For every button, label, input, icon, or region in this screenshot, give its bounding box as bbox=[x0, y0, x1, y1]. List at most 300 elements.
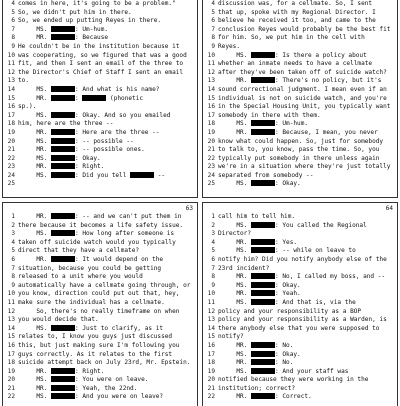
line-number: 13 bbox=[207, 77, 215, 85]
transcript-line bbox=[3, 239, 197, 248]
redaction-block bbox=[51, 26, 75, 32]
line-number: 19 bbox=[7, 367, 15, 375]
line-text: conclusion Reyes would probably be the best fit bbox=[218, 25, 391, 33]
transcript-line bbox=[203, 290, 397, 299]
transcript-line bbox=[203, 342, 397, 351]
transcript-line bbox=[3, 34, 197, 43]
line-number: 24 bbox=[7, 171, 15, 179]
line-text: this, but just making sure I'm following you bbox=[18, 341, 180, 349]
transcript-line bbox=[3, 282, 197, 291]
transcript-line bbox=[3, 299, 197, 308]
redaction-block bbox=[51, 385, 75, 391]
transcript-line bbox=[3, 52, 197, 61]
line-number: 6 bbox=[211, 17, 215, 25]
line-text: call him to tell him. bbox=[218, 213, 296, 220]
line-text: : Right. bbox=[75, 163, 105, 171]
line-number: 16 bbox=[7, 103, 15, 111]
transcript-line bbox=[3, 351, 197, 360]
line-number: 15 bbox=[7, 94, 15, 102]
line-number: 22 bbox=[207, 154, 215, 162]
transcript-line bbox=[3, 325, 197, 334]
line-text: : Just to clarify, as it bbox=[75, 324, 164, 332]
line-text: for him. So, we put him in the cell with bbox=[218, 34, 365, 42]
transcript-line bbox=[203, 265, 397, 274]
redaction-block bbox=[51, 213, 75, 219]
line-number: 8 bbox=[211, 34, 215, 42]
line-number: 9 bbox=[211, 42, 215, 50]
transcript-line bbox=[203, 180, 397, 189]
line-text: So, we ended up putting Reyes in there. bbox=[18, 17, 162, 25]
line-number: 14 bbox=[7, 324, 15, 332]
line-text: MS. bbox=[218, 120, 252, 128]
transcript-line bbox=[3, 213, 197, 222]
line-text: : Right. bbox=[75, 367, 105, 375]
redaction-block bbox=[51, 138, 75, 144]
line-text: notify him? Did you notify anybody else of the bbox=[218, 255, 387, 263]
line-text: : Um-hum. bbox=[275, 120, 309, 128]
line-number: 4 bbox=[11, 0, 15, 7]
line-text: : No, I called my boss, and -- bbox=[275, 273, 386, 281]
line-text: : Okay. bbox=[275, 350, 301, 358]
line-number: 13 bbox=[7, 316, 15, 324]
line-number: 19 bbox=[207, 128, 215, 136]
line-text: So, there's no really timeframe on when bbox=[18, 307, 180, 315]
line-number: 4 bbox=[211, 0, 215, 7]
line-text: : Because bbox=[75, 34, 109, 42]
transcript-line bbox=[203, 393, 397, 402]
line-text: MS. bbox=[18, 171, 52, 179]
transcript-line bbox=[203, 129, 397, 138]
line-text: policy and your responsibility as a Warden, is bbox=[218, 316, 387, 324]
line-number: 13 bbox=[207, 316, 215, 324]
line-text: MR. bbox=[18, 384, 52, 392]
transcript-line bbox=[3, 138, 197, 147]
line-number: 12 bbox=[7, 307, 15, 315]
line-text: : You called the Regional bbox=[275, 221, 367, 229]
line-text: comes in here, it's going to be a problem." bbox=[18, 0, 176, 7]
line-number: 21 bbox=[207, 384, 215, 392]
line-text: : Here are the three -- bbox=[75, 128, 160, 136]
transcript-line bbox=[203, 86, 397, 95]
line-text: notified because they were working in the bbox=[218, 376, 369, 384]
redaction-block bbox=[251, 393, 275, 399]
line-number: 13 bbox=[7, 77, 15, 85]
line-text: MR. bbox=[218, 238, 252, 246]
line-text: there anybody else that you were supposed to bbox=[218, 324, 380, 332]
line-text: : And you were on leave? bbox=[75, 393, 164, 401]
transcript-lines bbox=[203, 213, 397, 402]
transcript-line bbox=[3, 342, 197, 351]
redaction-block bbox=[51, 172, 75, 178]
redaction-block bbox=[51, 34, 75, 40]
line-number: 5 bbox=[211, 247, 215, 255]
line-number: 14 bbox=[7, 85, 15, 93]
transcript-line bbox=[203, 282, 397, 291]
redaction-block bbox=[51, 155, 75, 161]
transcript-line bbox=[3, 77, 197, 86]
redaction-block bbox=[251, 273, 275, 279]
redaction-block bbox=[51, 112, 75, 118]
line-number: 25 bbox=[207, 180, 215, 188]
line-number: 18 bbox=[7, 120, 15, 128]
line-number: 6 bbox=[11, 17, 15, 25]
redaction-block bbox=[251, 239, 275, 245]
line-text: : Okay. bbox=[275, 180, 301, 188]
line-text: MR. bbox=[18, 367, 52, 375]
line-text: : -- and we can't put them in bbox=[75, 213, 182, 220]
line-text: policy and your responsibility as a BOP bbox=[218, 307, 362, 315]
line-text: : Is there a policy about bbox=[275, 51, 367, 59]
transcript-lines bbox=[203, 0, 397, 189]
line-number: 12 bbox=[207, 307, 215, 315]
line-text: : -- possible -- bbox=[75, 137, 134, 145]
transcript-line bbox=[203, 256, 397, 265]
line-text: to talk to, you know, pass the time. So, you bbox=[218, 146, 380, 154]
line-text: (phonetic bbox=[106, 94, 144, 102]
line-text: MR. bbox=[18, 94, 52, 102]
line-text: MR. bbox=[218, 341, 252, 349]
line-text: taken off suicide watch would you typically bbox=[18, 238, 176, 246]
line-text: notify? bbox=[218, 333, 244, 341]
transcript-line bbox=[3, 163, 197, 172]
line-text: MR. bbox=[218, 77, 252, 85]
line-number: 7 bbox=[11, 25, 15, 33]
line-text: : There's no policy, but it's bbox=[275, 77, 382, 85]
redaction-block bbox=[251, 290, 275, 296]
line-number: 18 bbox=[7, 359, 15, 367]
line-text: individual is not on suicide watch, and you're bbox=[218, 94, 387, 102]
line-text: : Um-hum. bbox=[75, 25, 109, 33]
redaction-block bbox=[251, 180, 275, 186]
transcript-line bbox=[3, 103, 197, 112]
redaction-block bbox=[251, 282, 275, 288]
line-text: MS. bbox=[218, 281, 252, 289]
transcript-line bbox=[3, 393, 197, 402]
line-number: 21 bbox=[207, 146, 215, 154]
redaction-block bbox=[51, 86, 75, 92]
redaction-block bbox=[130, 172, 154, 178]
line-text: discussion was, for a cellmate. So, I sent bbox=[218, 0, 373, 7]
line-number: 19 bbox=[207, 367, 215, 375]
transcript-line bbox=[3, 120, 197, 129]
line-number: 2 bbox=[11, 221, 15, 229]
redaction-block bbox=[51, 163, 75, 169]
line-text: MS. bbox=[18, 324, 52, 332]
redaction-block bbox=[251, 247, 275, 253]
line-text: released to a unit where you would bbox=[18, 273, 143, 281]
line-text: there because it becomes a life safety issue. bbox=[18, 221, 184, 229]
transcript-page-bottom-left bbox=[2, 202, 198, 406]
transcript-line bbox=[3, 359, 197, 368]
line-text: sp.). bbox=[18, 103, 37, 111]
transcript-line bbox=[3, 86, 197, 95]
line-number: 18 bbox=[207, 120, 215, 128]
line-number: 7 bbox=[211, 264, 215, 272]
line-text: automatically have a cellmate going through, or bbox=[18, 281, 191, 289]
transcript-line bbox=[3, 146, 197, 155]
line-text: He couldn't be in the institution because it bbox=[18, 42, 180, 50]
redaction-block bbox=[251, 222, 275, 228]
transcript-line bbox=[203, 146, 397, 155]
line-text: after they've been taken off of suicide watch? bbox=[218, 68, 387, 76]
line-number: 16 bbox=[207, 103, 215, 111]
line-text: MS. bbox=[218, 51, 252, 59]
line-text: MS. bbox=[218, 221, 252, 229]
line-number: 16 bbox=[207, 341, 215, 349]
line-text: MR. bbox=[18, 213, 52, 220]
line-text: MS. bbox=[18, 25, 52, 33]
redaction-block bbox=[51, 393, 75, 399]
line-text: somebody in there with them. bbox=[218, 111, 321, 119]
line-text: to. bbox=[18, 77, 30, 85]
transcript-line bbox=[203, 222, 397, 231]
line-text: : And that is, via the bbox=[275, 298, 356, 306]
transcript-line bbox=[3, 333, 197, 342]
line-number: 23 bbox=[207, 163, 215, 171]
line-text: : -- possible ones. bbox=[75, 146, 145, 154]
line-number: 7 bbox=[211, 25, 215, 33]
line-number: 6 bbox=[211, 255, 215, 263]
transcript-line bbox=[203, 172, 397, 181]
transcript-line bbox=[203, 213, 397, 222]
transcript-line bbox=[203, 43, 397, 52]
transcript-line bbox=[203, 77, 397, 86]
line-number: 20 bbox=[7, 137, 15, 145]
line-text: MR. bbox=[18, 146, 52, 154]
redaction-block bbox=[251, 351, 275, 357]
line-text: the Director's Chief of Staff I sent an email bbox=[18, 68, 184, 76]
line-number: 11 bbox=[7, 298, 15, 306]
transcript-page-bottom-right bbox=[202, 202, 398, 406]
line-number: 20 bbox=[7, 376, 15, 384]
line-number: 22 bbox=[7, 393, 15, 401]
line-text: suicide attempt back on July 23rd, Mr. Epstein. bbox=[18, 359, 191, 367]
line-number: 14 bbox=[207, 85, 215, 93]
line-text: believe he received it too, and came to the bbox=[218, 17, 376, 25]
line-number: 9 bbox=[11, 42, 15, 50]
redaction-block bbox=[251, 368, 275, 374]
redaction-block bbox=[251, 342, 275, 348]
line-text: guys correctly. As it relates to the first bbox=[18, 350, 173, 358]
line-number: 18 bbox=[207, 359, 215, 367]
line-text: MS. bbox=[18, 137, 52, 145]
line-text: : Did you tell bbox=[75, 171, 131, 179]
line-text: MR. bbox=[18, 255, 52, 263]
line-text: that up, spoke with my Regional Director. I bbox=[218, 8, 376, 16]
line-text: him, here are the three -- bbox=[18, 120, 114, 128]
line-text: : Okay. bbox=[275, 281, 301, 289]
line-number: 15 bbox=[207, 333, 215, 341]
transcript-line bbox=[203, 308, 397, 317]
line-text: : And what is his name? bbox=[75, 85, 160, 93]
transcript-line bbox=[3, 95, 197, 104]
transcript-line bbox=[203, 376, 397, 385]
redaction-block bbox=[51, 368, 75, 374]
transcript-line bbox=[3, 256, 197, 265]
line-text: : No. bbox=[275, 359, 294, 367]
line-number: 10 bbox=[7, 51, 15, 59]
transcript-line bbox=[203, 333, 397, 342]
line-text: MS. bbox=[18, 85, 52, 93]
line-number: 4 bbox=[211, 238, 215, 246]
line-text: situation, because you could be getting bbox=[18, 264, 162, 272]
line-text: direct that they have a cellmate? bbox=[18, 247, 140, 255]
transcript-line bbox=[203, 60, 397, 69]
line-text: : Yes. bbox=[275, 238, 298, 246]
line-text: sound correctional judgment. I mean even if an bbox=[218, 85, 387, 93]
line-number: 3 bbox=[211, 230, 215, 238]
redaction-block bbox=[51, 325, 75, 331]
transcript-line bbox=[203, 239, 397, 248]
line-text: : bbox=[75, 94, 83, 102]
transcript-line bbox=[3, 265, 197, 274]
transcript-line bbox=[203, 69, 397, 78]
line-text: typically put somebody in there unless again bbox=[218, 154, 380, 162]
transcript-line bbox=[203, 325, 397, 334]
line-text: : And your staff was bbox=[275, 367, 349, 375]
line-text: MS. bbox=[18, 376, 52, 384]
redaction-block bbox=[51, 230, 75, 236]
line-text: Director? bbox=[218, 230, 252, 238]
line-text: MR. bbox=[218, 290, 252, 298]
transcript-line bbox=[203, 351, 397, 360]
line-text: Reyes. bbox=[218, 42, 241, 50]
line-text: : Yeah. bbox=[275, 290, 301, 298]
line-text: : No. bbox=[275, 341, 294, 349]
transcript-line bbox=[203, 52, 397, 61]
transcript-line bbox=[203, 163, 397, 172]
transcript-line bbox=[3, 69, 197, 78]
line-number: 11 bbox=[7, 60, 15, 68]
line-text: you would decide that. bbox=[18, 316, 99, 324]
transcript-line bbox=[3, 376, 197, 385]
transcript-line bbox=[3, 26, 197, 35]
line-number: 22 bbox=[7, 154, 15, 162]
line-text: : Okay. bbox=[75, 154, 101, 162]
line-text: MS. bbox=[218, 350, 252, 358]
line-text: 23rd incident? bbox=[218, 264, 270, 272]
transcript-line bbox=[203, 368, 397, 377]
line-text: : Okay. And so you emailed bbox=[75, 111, 171, 119]
page-number: 64 bbox=[385, 205, 393, 212]
redaction-block bbox=[251, 120, 275, 126]
line-number: 10 bbox=[7, 290, 15, 298]
line-number: 6 bbox=[11, 255, 15, 263]
line-text: in the Special Housing Unit, you typically want bbox=[218, 103, 391, 111]
line-text: know what could happen. So, just for somebody bbox=[218, 137, 384, 145]
line-text: make sure the individual has a cellmate. bbox=[18, 298, 165, 306]
transcript-line bbox=[3, 273, 197, 282]
line-number: 17 bbox=[207, 350, 215, 358]
line-text: MR. bbox=[218, 393, 252, 401]
line-number: 1 bbox=[211, 213, 215, 220]
transcript-line bbox=[203, 112, 397, 121]
redaction-block bbox=[251, 299, 275, 305]
redaction-block bbox=[51, 376, 75, 382]
transcript-line bbox=[3, 230, 197, 239]
transcript-line bbox=[203, 273, 397, 282]
transcript-line bbox=[3, 9, 197, 18]
line-number: 17 bbox=[207, 111, 215, 119]
line-text: MS. bbox=[18, 111, 52, 119]
line-number: 8 bbox=[11, 273, 15, 281]
line-text: : You were on leave. bbox=[75, 376, 149, 384]
transcript-line bbox=[203, 17, 397, 26]
redaction-block bbox=[51, 95, 75, 101]
transcript-line bbox=[203, 230, 397, 239]
line-text: MS. bbox=[218, 247, 252, 255]
line-text: : Correct. bbox=[275, 393, 312, 401]
line-text: : How long after someone is bbox=[75, 230, 175, 238]
redaction-block bbox=[51, 146, 75, 152]
transcript-line bbox=[3, 368, 197, 377]
line-number: 21 bbox=[7, 146, 15, 154]
line-number: 10 bbox=[207, 51, 215, 59]
line-number: 11 bbox=[207, 298, 215, 306]
line-number: 9 bbox=[11, 281, 15, 289]
transcript-line bbox=[203, 34, 397, 43]
transcript-line bbox=[203, 103, 397, 112]
line-text: MR. bbox=[218, 128, 252, 136]
line-number: 8 bbox=[11, 34, 15, 42]
transcript-line bbox=[3, 222, 197, 231]
transcript-line bbox=[3, 172, 197, 181]
transcript-line bbox=[203, 316, 397, 325]
line-number: 10 bbox=[207, 290, 215, 298]
line-number: 9 bbox=[211, 281, 215, 289]
transcript-line bbox=[203, 138, 397, 147]
line-text: relates to, I know you guys just discussed bbox=[18, 333, 173, 341]
line-number: 17 bbox=[7, 350, 15, 358]
line-text: MS. bbox=[18, 230, 52, 238]
line-number: 22 bbox=[207, 393, 215, 401]
transcript-line bbox=[203, 385, 397, 394]
transcript-line bbox=[203, 95, 397, 104]
line-text: institution; correct? bbox=[218, 384, 296, 392]
line-text: MS. bbox=[218, 367, 252, 375]
line-text: MR. bbox=[218, 273, 252, 281]
line-text: fit, and then I sent an email of the three to bbox=[18, 60, 184, 68]
line-number: 15 bbox=[207, 94, 215, 102]
line-number: 25 bbox=[7, 180, 15, 188]
transcript-line bbox=[203, 155, 397, 164]
redaction-block bbox=[51, 129, 75, 135]
line-number: 24 bbox=[207, 171, 215, 179]
line-number: 5 bbox=[11, 247, 15, 255]
line-text: MR. bbox=[18, 34, 52, 42]
transcript-line bbox=[3, 180, 197, 189]
transcript-line bbox=[3, 247, 197, 256]
line-text: : It would depend on the bbox=[75, 255, 164, 263]
line-number: 15 bbox=[7, 333, 15, 341]
line-number: 7 bbox=[11, 264, 15, 272]
redaction-block bbox=[251, 129, 275, 135]
transcript-line bbox=[203, 299, 397, 308]
line-number: 3 bbox=[11, 230, 15, 238]
line-number: 8 bbox=[211, 273, 215, 281]
transcript-page-top-left bbox=[2, 0, 198, 198]
line-text: MS. bbox=[218, 180, 252, 188]
transcript-line bbox=[3, 316, 197, 325]
transcript-line bbox=[3, 17, 197, 26]
line-number: 17 bbox=[7, 111, 15, 119]
transcript-line bbox=[203, 9, 397, 18]
line-text: MR. bbox=[218, 359, 252, 367]
line-text: we're in a situation where they're just totally bbox=[218, 163, 391, 171]
line-number: 23 bbox=[7, 163, 15, 171]
transcript-line bbox=[3, 385, 197, 394]
line-number: 12 bbox=[207, 68, 215, 76]
